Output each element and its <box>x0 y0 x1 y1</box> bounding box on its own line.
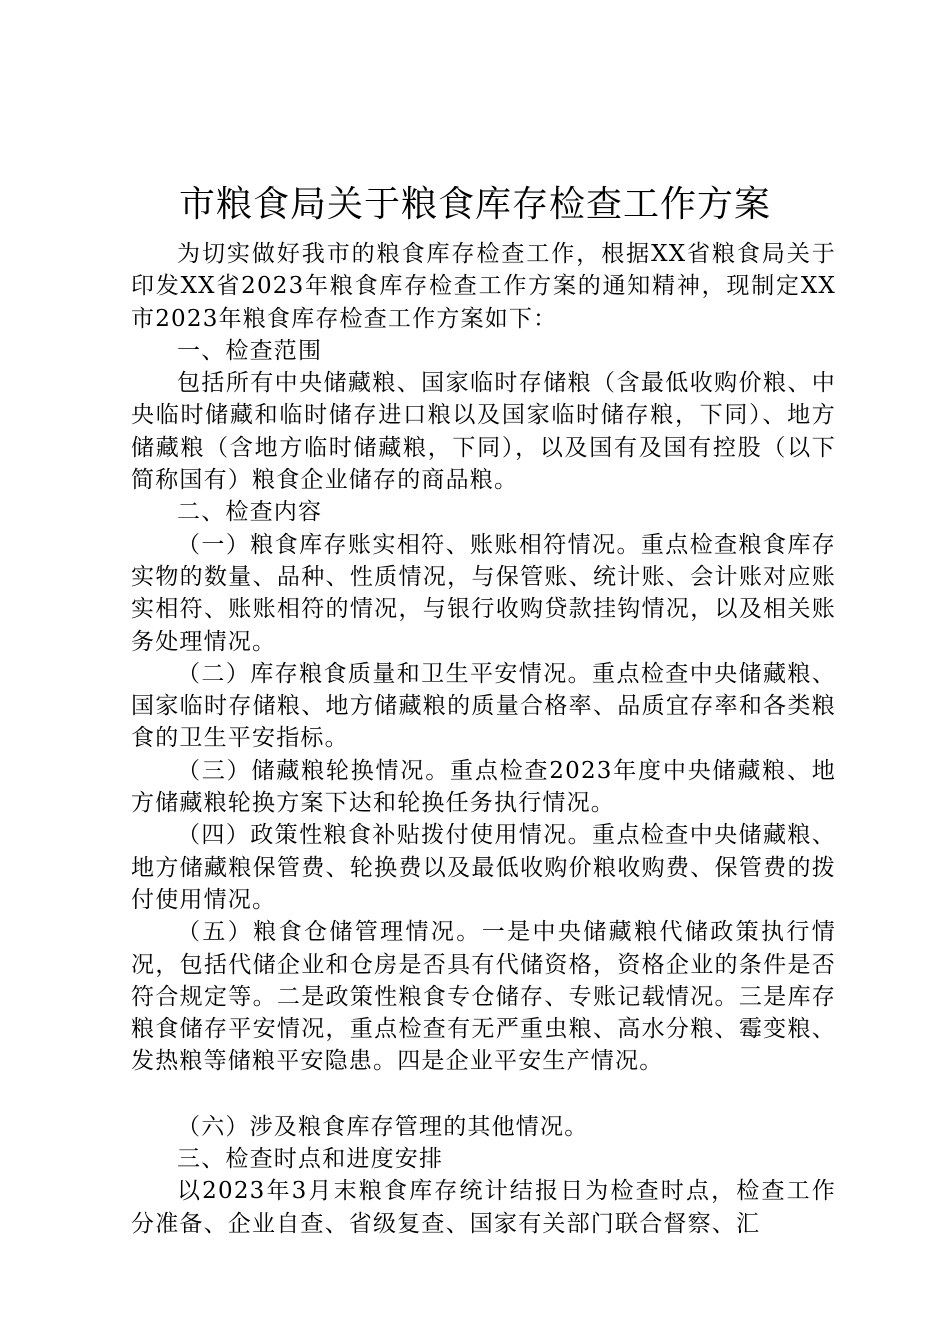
content-item-6: （六）涉及粮食库存管理的其他情况。 <box>177 1113 589 1140</box>
schedule-paragraph: 以2023年3月末粮食库存统计结报日为检查时点，检查工作分准备、企业自查、省级复查、国家有关部门联合督察、汇 <box>131 1178 836 1237</box>
content-item-3: （三）储藏粮轮换情况。重点检查2023年度中央储藏粮、地方储藏粮轮换方案下达和轮换任务执行情况。 <box>131 757 836 817</box>
scope-paragraph: 包括所有中央储藏粮、国家临时存储粮（含最低收购价粮、中央临时储藏和临时储存进口粮以及国家临时储存粮，下同）、地方储藏粮（含地方临时储藏粮，下同），以及国有及国有控股（以下简称国有）粮食企业储存的商品粮。 <box>131 370 836 494</box>
document-title: 市粮食局关于粮食库存检查工作方案 <box>178 184 771 225</box>
section-heading-scope: 一、检查范围 <box>177 337 323 364</box>
content-item-5: （五）粮食仓储管理情况。一是中央储藏粮代储政策执行情况，包括代储企业和仓房是否具有代储资格，资格企业的条件是否符合规定等。二是政策性粮食专仓储存、专账记载情况。三是库存粮食储存平安情况，重点检查有无严重虫粮、高水分粮、霉变粮、发热粮等储粮平安隐患。四是企业平安生产情况。 <box>131 919 836 1075</box>
content-item-2: （二）库存粮食质量和卫生平安情况。重点检查中央储藏粮、国家临时存储粮、地方储藏粮的质量合格率、品质宜存率和各类粮食的卫生平安指标。 <box>131 660 836 752</box>
content-item-4: （四）政策性粮食补贴拨付使用情况。重点检查中央储藏粮、地方储藏粮保管费、轮换费以及最低收购价粮收购费、保管费的拨付使用情况。 <box>131 822 836 913</box>
section-heading-schedule: 三、检查时点和进度安排 <box>177 1146 444 1173</box>
section-heading-content: 二、检查内容 <box>177 499 323 526</box>
document-body <box>131 238 836 1240</box>
intro-paragraph: 为切实做好我市的粮食库存检查工作，根据XX省粮食局关于印发XX省2023年粮食库存检查工作方案的通知精神，现制定XX市2023年粮食库存检查工作方案如下： <box>131 241 836 332</box>
content-item-1: （一）粮食库存账实相符、账账相符情况。重点检查粮食库存实物的数量、品种、性质情况，与保管账、统计账、会计账对应账实相符、账账相符的情况，与银行收购贷款挂钩情况，以及相关账务处理情况。 <box>131 531 836 655</box>
